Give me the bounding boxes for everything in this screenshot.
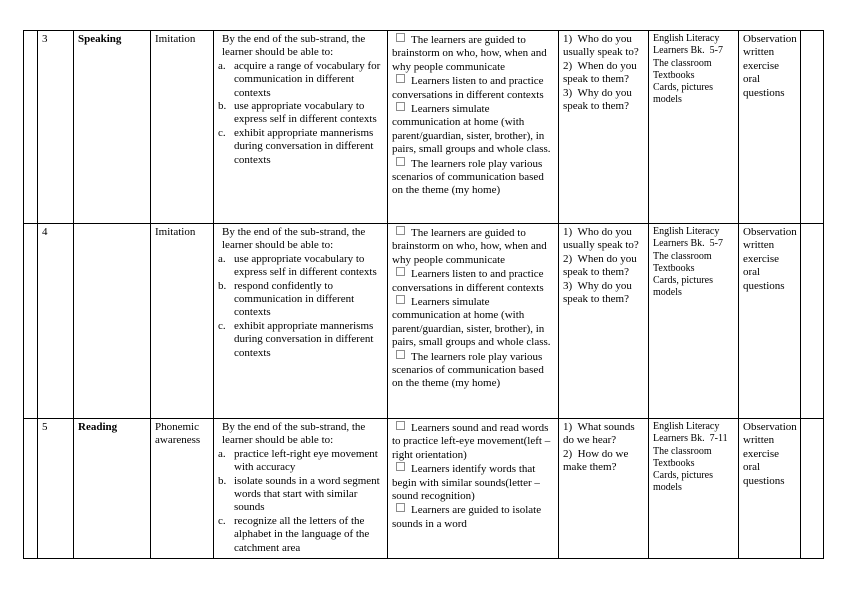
assessment-cell: Observation written exercise oral questions (739, 224, 801, 419)
checkbox-icon (396, 102, 405, 111)
outcomes-cell (214, 31, 388, 224)
checkbox-icon (396, 350, 405, 359)
outcome-text: exhibit appropriate mannerisms during conversation in different contexts (234, 126, 374, 166)
left-margin-cell (24, 224, 38, 419)
outcome-label: b. (218, 279, 227, 292)
outcome-label: b. (218, 100, 227, 113)
outcome-label: c. (218, 126, 226, 139)
question-item: 3) Why do you speak to them? (563, 86, 635, 113)
experience-item (392, 157, 555, 198)
outcome-label: a. (218, 447, 226, 460)
row-number-cell: 5 (38, 419, 74, 559)
sub-strand-cell: Imitation (151, 224, 214, 419)
question-item: 1) What sounds do we hear? (563, 421, 638, 447)
resource-item: Textbooks (653, 457, 695, 469)
outcome-text: exhibit appropriate mannerisms during conversation in different contexts (234, 319, 374, 359)
remarks-cell (801, 224, 824, 419)
checkbox-icon (396, 295, 405, 304)
assessment-cell: Observation written exercise oral questions (739, 31, 801, 224)
outcomes-cell (214, 419, 388, 559)
experience-item (392, 267, 555, 295)
outcome-item (218, 253, 384, 280)
outcome-item (218, 280, 384, 320)
checkbox-icon (396, 267, 405, 276)
outcomes-cell (214, 224, 388, 419)
resource-item: Textbooks (653, 262, 695, 274)
strand-cell: Reading (74, 419, 151, 559)
outcome-item (218, 515, 384, 555)
resource-item: The classroom (653, 57, 712, 69)
curriculum-table (23, 30, 824, 559)
resource-item: Cards, pictures (653, 275, 713, 287)
experience-item (392, 33, 555, 74)
experience-text: The learners are guided to brainstorm on who, how, when and why people communicate (392, 227, 547, 266)
sub-strand-cell: Phonemic awareness (151, 419, 214, 559)
questions-cell (559, 224, 649, 419)
remarks-cell (801, 419, 824, 559)
outcome-item (218, 475, 384, 515)
checkbox-icon (396, 74, 405, 83)
assessment-cell: Observation written exercise oral questions (739, 419, 801, 559)
question-item: 2) How do we make them? (563, 447, 632, 474)
experience-text: Learners simulate communication at home (with parent/guardian, sister, brother), in pairs, small groups and whole class. (392, 296, 551, 349)
checkbox-icon (396, 462, 405, 471)
outcome-text: use appropriate vocabulary to express self in different contexts (234, 252, 377, 279)
question-item: 3) Why do you speak to them? (563, 279, 635, 306)
experience-text: Learners listen to and practice conversations in different contexts (392, 268, 544, 294)
outcome-label: b. (218, 474, 227, 487)
resource-item: Cards, pictures (653, 470, 713, 482)
resource-item: models (653, 287, 682, 299)
outcomes-intro: By the end of the sub-strand, the learner should be able to: (222, 226, 366, 252)
checkbox-icon (396, 33, 405, 42)
checkbox-icon (396, 421, 405, 430)
question-item: 2) When do you speak to them? (563, 252, 640, 279)
experience-item (392, 421, 555, 462)
resource-item: The classroom (653, 445, 712, 457)
outcome-item (218, 127, 384, 167)
questions-cell (559, 419, 649, 559)
experience-text: Learners simulate communication at home (with parent/guardian, sister, brother), in pairs, small groups and whole class. (392, 103, 551, 156)
outcome-item (218, 448, 384, 475)
sub-strand-cell: Imitation (151, 31, 214, 224)
resource-item: English Literacy Learners Bk. 7-11 (653, 421, 728, 445)
experience-item (392, 295, 555, 350)
experience-item (392, 350, 555, 391)
resource-item: models (653, 482, 682, 494)
strand-cell (74, 224, 151, 419)
experiences-cell (388, 31, 559, 224)
experiences-cell (388, 419, 559, 559)
experience-item (392, 462, 555, 503)
resource-item: Cards, pictures (653, 82, 713, 94)
experiences-cell (388, 224, 559, 419)
table-row (24, 31, 824, 224)
outcome-item (218, 60, 384, 100)
remarks-cell (801, 31, 824, 224)
outcome-item (218, 320, 384, 360)
outcome-text: use appropriate vocabulary to express self in different contexts (234, 100, 377, 126)
experience-item (392, 102, 555, 157)
resources-cell (649, 31, 739, 224)
question-item: 2) When do you speak to them? (563, 59, 640, 86)
left-margin-cell (24, 31, 38, 224)
experience-text: The learners are guided to brainstorm on who, how, when and why people communicate (392, 34, 547, 73)
experience-text: The learners role play various scenarios of communication based on the theme (my home) (392, 157, 544, 197)
table-row (24, 419, 824, 559)
row-number-cell: 3 (38, 31, 74, 224)
outcome-label: c. (218, 514, 226, 527)
experience-text: Learners are guided to isolate sounds in a word (392, 504, 542, 530)
experience-text: Learners listen to and practice conversations in different contexts (392, 75, 544, 101)
experience-text: The learners role play various scenarios of communication based on the theme (my home) (392, 350, 544, 390)
left-margin-cell (24, 419, 38, 559)
experience-text: Learners identify words that begin with similar sounds(letter –sound recognition) (392, 463, 540, 503)
outcome-text: respond confidently to communication in different contexts (234, 279, 355, 319)
resource-item: models (653, 94, 682, 106)
checkbox-icon (396, 157, 405, 166)
question-item: 1) Who do you usually speak to? (563, 33, 639, 59)
outcome-label: a. (218, 252, 226, 265)
question-item: 1) Who do you usually speak to? (563, 226, 639, 252)
resource-item: English Literacy Learners Bk. 5-7 (653, 226, 723, 250)
resource-item: English Literacy Learners Bk. 5-7 (653, 33, 723, 57)
outcome-label: c. (218, 319, 226, 332)
experience-text: Learners sound and read words to practice left-eye movement(left –right orientation) (392, 422, 551, 461)
outcome-item (218, 100, 384, 127)
checkbox-icon (396, 226, 405, 235)
row-number-cell: 4 (38, 224, 74, 419)
outcomes-intro: By the end of the sub-strand, the learner should be able to: (222, 33, 366, 59)
strand-cell: Speaking (74, 31, 151, 224)
outcome-text: practice left-right eye movement with accuracy (234, 447, 378, 474)
questions-cell (559, 31, 649, 224)
outcome-text: acquire a range of vocabulary for communication in different contexts (234, 59, 381, 99)
outcomes-intro: By the end of the sub-strand, the learner should be able to: (222, 421, 366, 447)
resource-item: The classroom (653, 250, 712, 262)
outcome-text: recognize all the letters of the alphabet in the language of the catchment area (234, 514, 370, 554)
resources-cell (649, 419, 739, 559)
experience-item (392, 226, 555, 267)
table-row (24, 224, 824, 419)
experience-item (392, 74, 555, 102)
resources-cell (649, 224, 739, 419)
checkbox-icon (396, 503, 405, 512)
resource-item: Textbooks (653, 69, 695, 81)
outcome-text: isolate sounds in a word segment words that start with similar sounds (234, 474, 380, 514)
experience-item (392, 503, 555, 531)
outcome-label: a. (218, 59, 226, 72)
